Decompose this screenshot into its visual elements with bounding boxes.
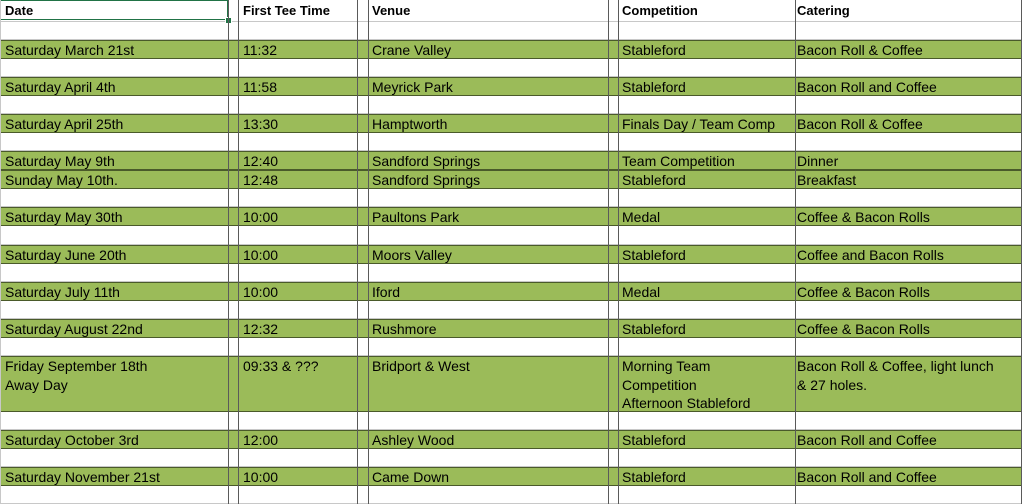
table-row	[0, 467, 1022, 486]
empty-row[interactable]	[0, 96, 1022, 114]
cell-venue[interactable]: Sandford Springs	[372, 153, 481, 169]
cell-tee-time[interactable]: 09:33 & ???	[243, 358, 319, 374]
cell-tee-time[interactable]: 12:00	[243, 432, 279, 448]
cell-tee-time[interactable]: 10:00	[243, 247, 279, 263]
cell-competition[interactable]: Stableford	[622, 432, 686, 448]
cell-date[interactable]: Friday September 18th Away Day	[5, 358, 148, 393]
table-row	[0, 170, 1022, 189]
cell-venue[interactable]: Came Down	[372, 469, 450, 485]
cell-tee-time[interactable]: 12:48	[243, 172, 279, 188]
cell-catering[interactable]: Coffee & Bacon Rolls	[797, 284, 930, 300]
cell-tee-time[interactable]: 10:00	[243, 469, 279, 485]
empty-row[interactable]	[0, 449, 1022, 467]
empty-row[interactable]	[0, 486, 1022, 504]
cell-venue[interactable]: Meyrick Park	[372, 79, 453, 95]
cell-catering[interactable]: Bacon Roll & Coffee	[797, 42, 923, 58]
cell-tee-time[interactable]: 10:00	[243, 209, 279, 225]
cell-date[interactable]: Saturday April 4th	[5, 79, 116, 95]
empty-row[interactable]	[0, 412, 1022, 430]
table-row	[0, 356, 1022, 412]
cell-venue[interactable]: Sandford Springs	[372, 172, 481, 188]
empty-row[interactable]	[0, 301, 1022, 319]
cell-tee-time[interactable]: 11:32	[243, 42, 277, 58]
cell-catering[interactable]: Breakfast	[797, 172, 857, 188]
header-venue[interactable]: Venue	[372, 3, 411, 18]
cell-venue[interactable]: Paultons Park	[372, 209, 460, 225]
table-row	[0, 40, 1022, 59]
empty-row[interactable]	[0, 59, 1022, 77]
table-row	[0, 151, 1022, 170]
empty-row[interactable]	[0, 189, 1022, 207]
cell-venue[interactable]: Bridport & West	[372, 358, 470, 374]
cell-date[interactable]: Saturday May 30th	[5, 209, 123, 225]
header-date[interactable]: Date	[5, 3, 34, 18]
cell-date[interactable]: Saturday April 25th	[5, 116, 124, 132]
empty-row[interactable]	[0, 133, 1022, 151]
cell-competition[interactable]: Finals Day / Team Comp	[622, 116, 776, 132]
table-row	[0, 207, 1022, 226]
cell-competition[interactable]: Morning Team Competition Afternoon Stableford	[622, 358, 751, 411]
table-row	[0, 282, 1022, 301]
cell-date[interactable]: Saturday August 22nd	[5, 321, 143, 337]
cell-tee-time[interactable]: 11:58	[243, 79, 277, 95]
cell-competition[interactable]: Stableford	[622, 469, 686, 485]
cell-tee-time[interactable]: 12:40	[243, 153, 279, 169]
table-row	[0, 430, 1022, 449]
cell-catering[interactable]: Dinner	[797, 153, 839, 169]
empty-row[interactable]	[0, 226, 1022, 245]
table-row	[0, 319, 1022, 338]
table-row	[0, 77, 1022, 96]
selected-cell[interactable]	[0, 0, 228, 20]
cell-competition[interactable]: Stableford	[622, 172, 686, 188]
header-catering[interactable]: Catering	[797, 3, 850, 18]
empty-row[interactable]	[0, 338, 1022, 356]
cell-competition[interactable]: Medal	[622, 209, 661, 225]
cell-date[interactable]: Saturday November 21st	[5, 469, 160, 485]
cell-competition[interactable]: Team Competition	[622, 153, 735, 169]
cell-catering[interactable]: Coffee & Bacon Rolls	[797, 321, 930, 337]
cell-tee-time[interactable]: 12:32	[243, 321, 279, 337]
cell-venue[interactable]: Moors Valley	[372, 247, 452, 263]
cell-venue[interactable]: Rushmore	[372, 321, 437, 337]
cell-catering[interactable]: Bacon Roll & Coffee, light lunch & 27 holes.	[797, 358, 994, 393]
cell-venue[interactable]: Iford	[372, 284, 401, 300]
cell-date[interactable]: Saturday July 11th	[5, 284, 120, 300]
cell-date[interactable]: Saturday March 21st	[5, 42, 135, 58]
header-tee-time[interactable]: First Tee Time	[243, 3, 330, 18]
cell-venue[interactable]: Hamptworth	[372, 116, 448, 132]
cell-competition[interactable]: Stableford	[622, 42, 686, 58]
cell-venue[interactable]: Ashley Wood	[372, 432, 455, 448]
cell-tee-time[interactable]: 13:30	[243, 116, 279, 132]
cell-date[interactable]: Saturday June 20th	[5, 247, 127, 263]
fill-handle[interactable]	[225, 17, 232, 24]
table-row	[0, 245, 1022, 264]
cell-competition[interactable]: Stableford	[622, 247, 686, 263]
cell-catering[interactable]: Coffee & Bacon Rolls	[797, 209, 930, 225]
cell-catering[interactable]: Bacon Roll and Coffee	[797, 432, 937, 448]
cell-date[interactable]: Saturday October 3rd	[5, 432, 139, 448]
cell-competition[interactable]: Stableford	[622, 79, 686, 95]
cell-catering[interactable]: Bacon Roll and Coffee	[797, 469, 937, 485]
cell-date[interactable]: Saturday May 9th	[5, 153, 115, 169]
cell-date[interactable]: Sunday May 10th.	[5, 172, 118, 188]
cell-competition[interactable]: Medal	[622, 284, 661, 300]
cell-tee-time[interactable]: 10:00	[243, 284, 279, 300]
cell-catering[interactable]: Bacon Roll and Coffee	[797, 79, 937, 95]
cell-catering[interactable]: Bacon Roll & Coffee	[797, 116, 923, 132]
header-competition[interactable]: Competition	[622, 3, 698, 18]
empty-row[interactable]	[0, 264, 1022, 282]
table-row	[0, 114, 1022, 133]
cell-catering[interactable]: Coffee and Bacon Rolls	[797, 247, 944, 263]
cell-competition[interactable]: Stableford	[622, 321, 686, 337]
cell-venue[interactable]: Crane Valley	[372, 42, 452, 58]
empty-row[interactable]	[0, 22, 1022, 40]
